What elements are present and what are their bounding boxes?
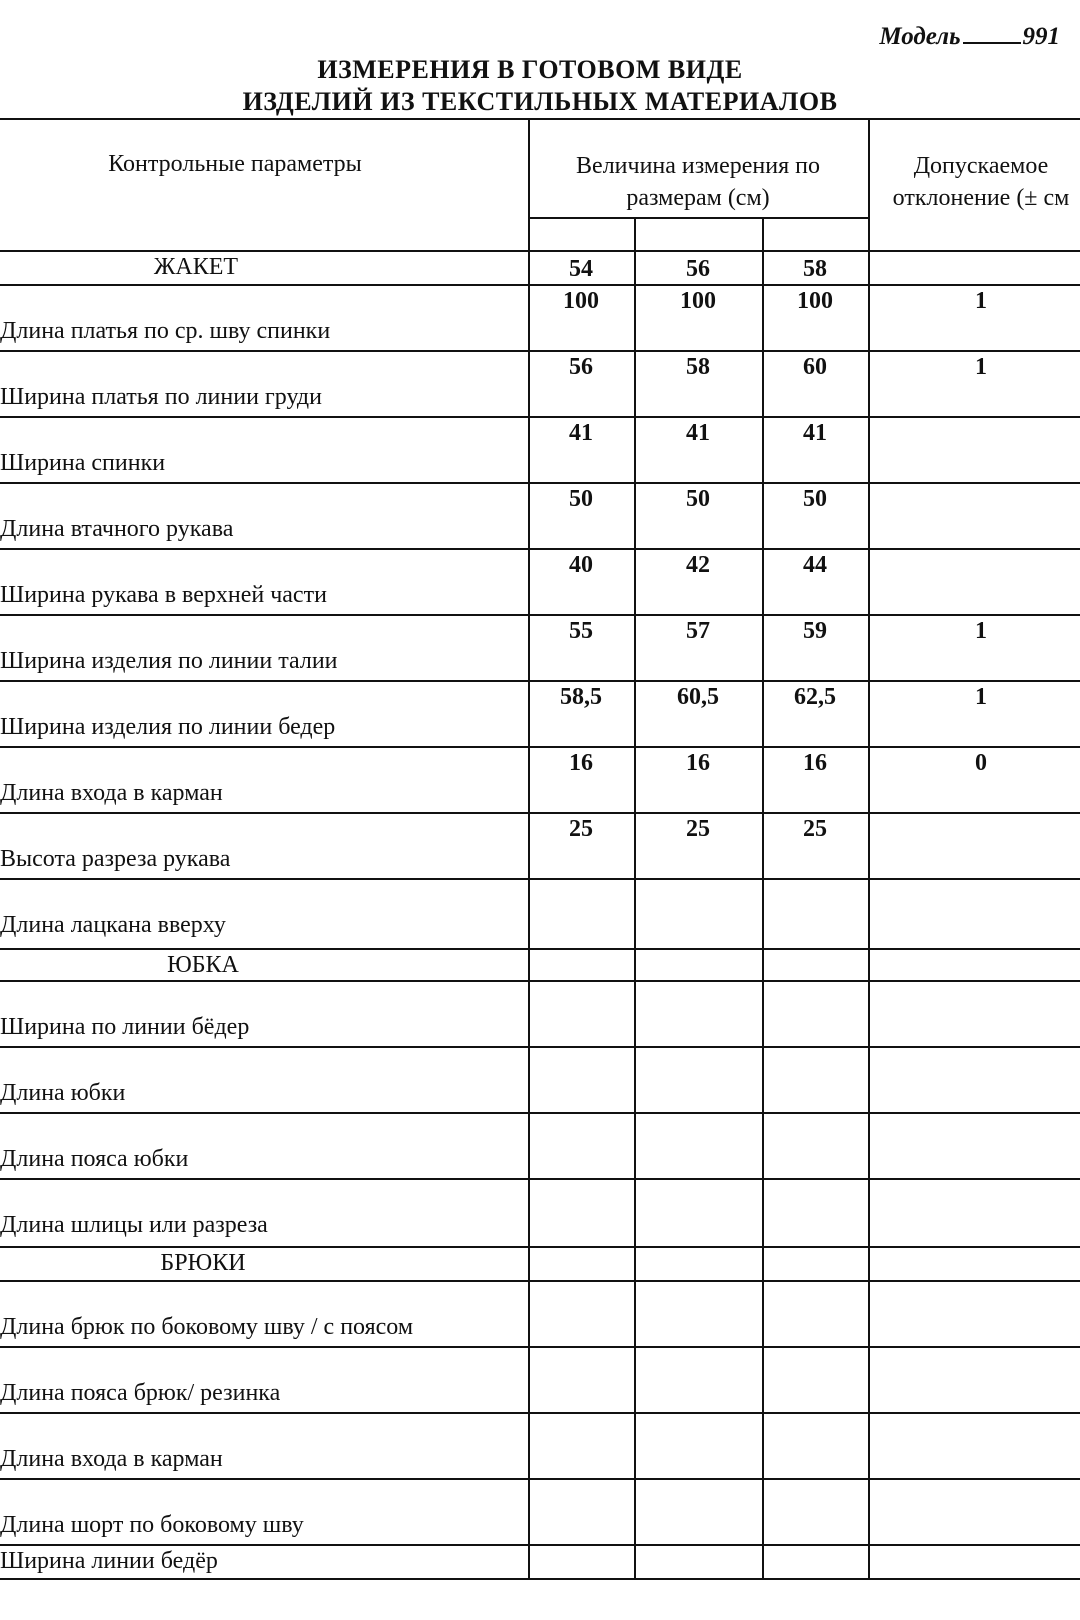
rule-skirt-top xyxy=(0,948,1080,950)
row-rule xyxy=(0,1412,1080,1414)
row-label: Длина шорт по боковому шву xyxy=(0,1512,304,1538)
rule-header-bottom xyxy=(0,250,1080,252)
col-header-measure-1: Величина измерения по xyxy=(576,153,820,179)
row-rule xyxy=(0,812,1080,814)
row-value-v1: 100 xyxy=(563,288,599,314)
row-value-v3: 25 xyxy=(803,816,827,842)
row-label: Длина шлицы или разреза xyxy=(0,1212,268,1238)
col-header-measure-2: размерам (см) xyxy=(626,185,770,211)
row-value-v1: 40 xyxy=(569,552,593,578)
rule-trousers-top xyxy=(0,1246,1080,1248)
row-value-v3: 100 xyxy=(797,288,833,314)
row-value-v2: 16 xyxy=(686,750,710,776)
row-value-v3: 62,5 xyxy=(794,684,836,710)
row-rule xyxy=(0,1478,1080,1480)
row-label: Ширина спинки xyxy=(0,450,166,476)
row-label: Длина платья по ср. шву спинки xyxy=(0,318,331,344)
rule-measure-sub xyxy=(528,217,868,219)
model-word: Модель xyxy=(879,23,961,50)
size-54: 54 xyxy=(569,256,593,282)
row-rule xyxy=(0,1112,1080,1114)
row-value-v1: 50 xyxy=(569,486,593,512)
row-value-v1: 41 xyxy=(569,420,593,446)
row-rule xyxy=(0,1544,1080,1546)
row-value-tol: 1 xyxy=(975,618,987,644)
row-label: Длина пояса юбки xyxy=(0,1146,189,1172)
row-rule xyxy=(0,746,1080,748)
row-label: Длина входа в карман xyxy=(0,780,223,806)
row-label: Длина лацкана вверху xyxy=(0,912,226,938)
row-value-v2: 58 xyxy=(686,354,710,380)
row-rule xyxy=(0,1346,1080,1348)
col-header-params: Контрольные параметры xyxy=(108,151,362,177)
section-jacket: ЖАКЕТ xyxy=(153,254,239,280)
section-skirt: ЮБКА xyxy=(167,952,239,978)
row-rule xyxy=(0,878,1080,880)
doc-title-line2: ИЗДЕЛИЙ ИЗ ТЕКСТИЛЬНЫХ МАТЕРИАЛОВ xyxy=(242,87,838,116)
size-56: 56 xyxy=(686,256,710,282)
row-value-v1: 55 xyxy=(569,618,593,644)
row-value-v1: 25 xyxy=(569,816,593,842)
row-label: Длина пояса брюк/ резинка xyxy=(0,1380,281,1406)
row-value-v2: 100 xyxy=(680,288,716,314)
row-value-v3: 16 xyxy=(803,750,827,776)
row-label: Длина входа в карман xyxy=(0,1446,223,1472)
col-header-tol-2: отклонение (± см xyxy=(892,185,1070,211)
row-value-v1: 56 xyxy=(569,354,593,380)
row-label: Длина брюк по боковому шву / с поясом xyxy=(0,1314,414,1340)
row-value-v2: 57 xyxy=(686,618,710,644)
row-value-tol: 1 xyxy=(975,354,987,380)
row-value-v3: 44 xyxy=(803,552,827,578)
row-value-v2: 25 xyxy=(686,816,710,842)
row-value-v1: 58,5 xyxy=(560,684,602,710)
row-rule xyxy=(0,680,1080,682)
row-value-v3: 60 xyxy=(803,354,827,380)
doc-title-line1: ИЗМЕРЕНИЯ В ГОТОВОМ ВИДЕ xyxy=(317,55,743,84)
rule-bottom xyxy=(0,1578,1080,1580)
row-label: Ширина по линии бёдер xyxy=(0,1014,250,1040)
row-label: Ширина линии бедёр xyxy=(0,1548,218,1574)
row-value-v2: 41 xyxy=(686,420,710,446)
rule-col-1 xyxy=(528,118,530,1578)
row-rule xyxy=(0,1178,1080,1180)
row-value-v2: 60,5 xyxy=(677,684,719,710)
row-rule xyxy=(0,548,1080,550)
row-value-v3: 41 xyxy=(803,420,827,446)
model-label xyxy=(879,22,1060,51)
model-blank-line xyxy=(963,22,1021,44)
row-label: Ширина рукава в верхней части xyxy=(0,582,327,608)
row-rule xyxy=(0,284,1080,286)
col-header-tol-1: Допускаемое xyxy=(913,153,1049,179)
row-value-tol: 1 xyxy=(975,684,987,710)
row-value-v2: 50 xyxy=(686,486,710,512)
row-value-v2: 42 xyxy=(686,552,710,578)
row-rule xyxy=(0,1280,1080,1282)
row-value-v3: 59 xyxy=(803,618,827,644)
rule-top xyxy=(0,118,1080,120)
row-value-tol: 1 xyxy=(975,288,987,314)
row-label: Длина втачного рукава xyxy=(0,516,234,542)
row-label: Ширина изделия по линии бедер xyxy=(0,714,336,740)
rule-col-4 xyxy=(868,118,870,1578)
row-label: Длина юбки xyxy=(0,1080,126,1106)
row-rule xyxy=(0,1046,1080,1048)
row-rule xyxy=(0,350,1080,352)
model-number: 991 xyxy=(1022,23,1060,50)
row-rule xyxy=(0,482,1080,484)
row-rule xyxy=(0,416,1080,418)
row-value-tol: 0 xyxy=(975,750,987,776)
row-label: Высота разреза рукава xyxy=(0,846,231,872)
row-label: Ширина платья по линии груди xyxy=(0,384,322,410)
size-58: 58 xyxy=(803,256,827,282)
row-value-v1: 16 xyxy=(569,750,593,776)
section-trousers: БРЮКИ xyxy=(160,1250,246,1276)
row-rule xyxy=(0,980,1080,982)
row-label: Ширина изделия по линии талии xyxy=(0,648,338,674)
row-value-v3: 50 xyxy=(803,486,827,512)
row-rule xyxy=(0,614,1080,616)
